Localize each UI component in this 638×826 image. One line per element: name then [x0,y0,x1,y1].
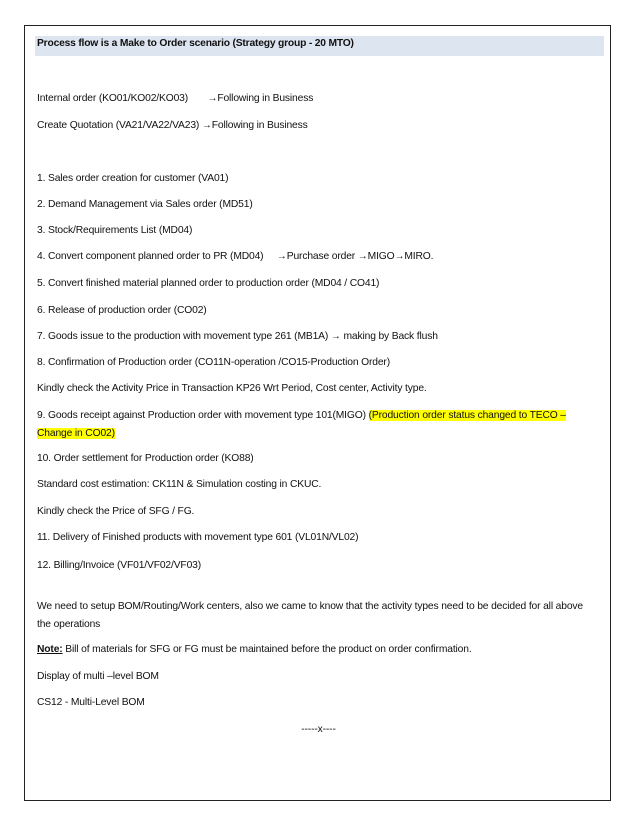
arrow-icon: → [394,251,405,262]
page-title: Process flow is a Make to Order scenario (Strategy group - 20 MTO) [37,38,354,49]
internal-order-note: Following in Business [217,93,314,104]
step-4-migo: MIGO [367,251,395,262]
display-bom-line: Display of multi –level BOM [37,671,159,682]
step-4 [37,249,433,264]
note-label: Note: [37,644,63,655]
setup-paragraph: We need to setup BOM/Routing/Work centers, also we came to know that the activity types need to be decided for all above the operations [37,601,583,630]
create-quotation-note: Following in Business [211,120,308,131]
create-quotation-text: Create Quotation (VA21/VA22/VA23) [37,120,200,131]
step-4-miro: MIRO. [404,251,434,262]
end-marker: -----x---- [301,724,336,735]
step-10-note-1: Standard cost estimation: CK11N & Simulation costing in CKUC. [37,479,322,490]
step-6: 6. Release of production order (CO02) [37,305,207,316]
step-8: 8. Confirmation of Production order (CO11N-operation /CO15-Production Order) [37,357,390,368]
create-quotation-line [37,118,308,133]
step-4-text: 4. Convert component planned order to PR (MD04) [37,251,264,262]
internal-order-line [37,91,313,106]
arrow-icon: → [207,93,218,104]
cs12-line: CS12 - Multi-Level BOM [37,697,145,708]
arrow-icon: → [201,120,212,131]
step-8-note: Kindly check the Activity Price in Transaction KP26 Wrt Period, Cost center, Activity type. [37,383,427,394]
document-page [24,25,611,801]
step-7-text: 7. Goods issue to the production with movement type 261 (MB1A) [37,331,329,342]
step-9-text: 9. Goods receipt against Production order with movement type 101(MIGO) [37,410,369,421]
arrow-icon: → [276,251,287,262]
step-7 [37,329,438,344]
note-line [37,642,472,657]
arrow-icon: → [357,251,368,262]
step-2: 2. Demand Management via Sales order (MD51) [37,199,253,210]
note-text: Bill of materials for SFG or FG must be maintained before the product on order confirmation. [62,644,472,655]
step-12: 12. Billing/Invoice (VF01/VF02/VF03) [37,560,202,571]
internal-order-text: Internal order (KO01/KO02/KO03) [37,93,189,104]
step-3: 3. Stock/Requirements List (MD04) [37,225,193,236]
step-10-note-2: Kindly check the Price of SFG / FG. [37,506,195,517]
step-9-highlight: (Production order status changed to TECO – Change in CO02) [37,410,566,439]
step-4-purchase-order: Purchase order [286,251,356,262]
title-bar [35,36,604,56]
step-10: 10. Order settlement for Production order (KO88) [37,453,254,464]
step-1: 1. Sales order creation for customer (VA01) [37,173,229,184]
step-7-note: making by Back flush [340,331,438,342]
step-9 [37,407,597,442]
step-11: 11. Delivery of Finished products with movement type 601 (VL01N/VL02) [37,532,359,543]
arrow-icon: → [330,331,341,342]
step-5: 5. Convert finished material planned order to production order (MD04 / CO41) [37,278,380,289]
